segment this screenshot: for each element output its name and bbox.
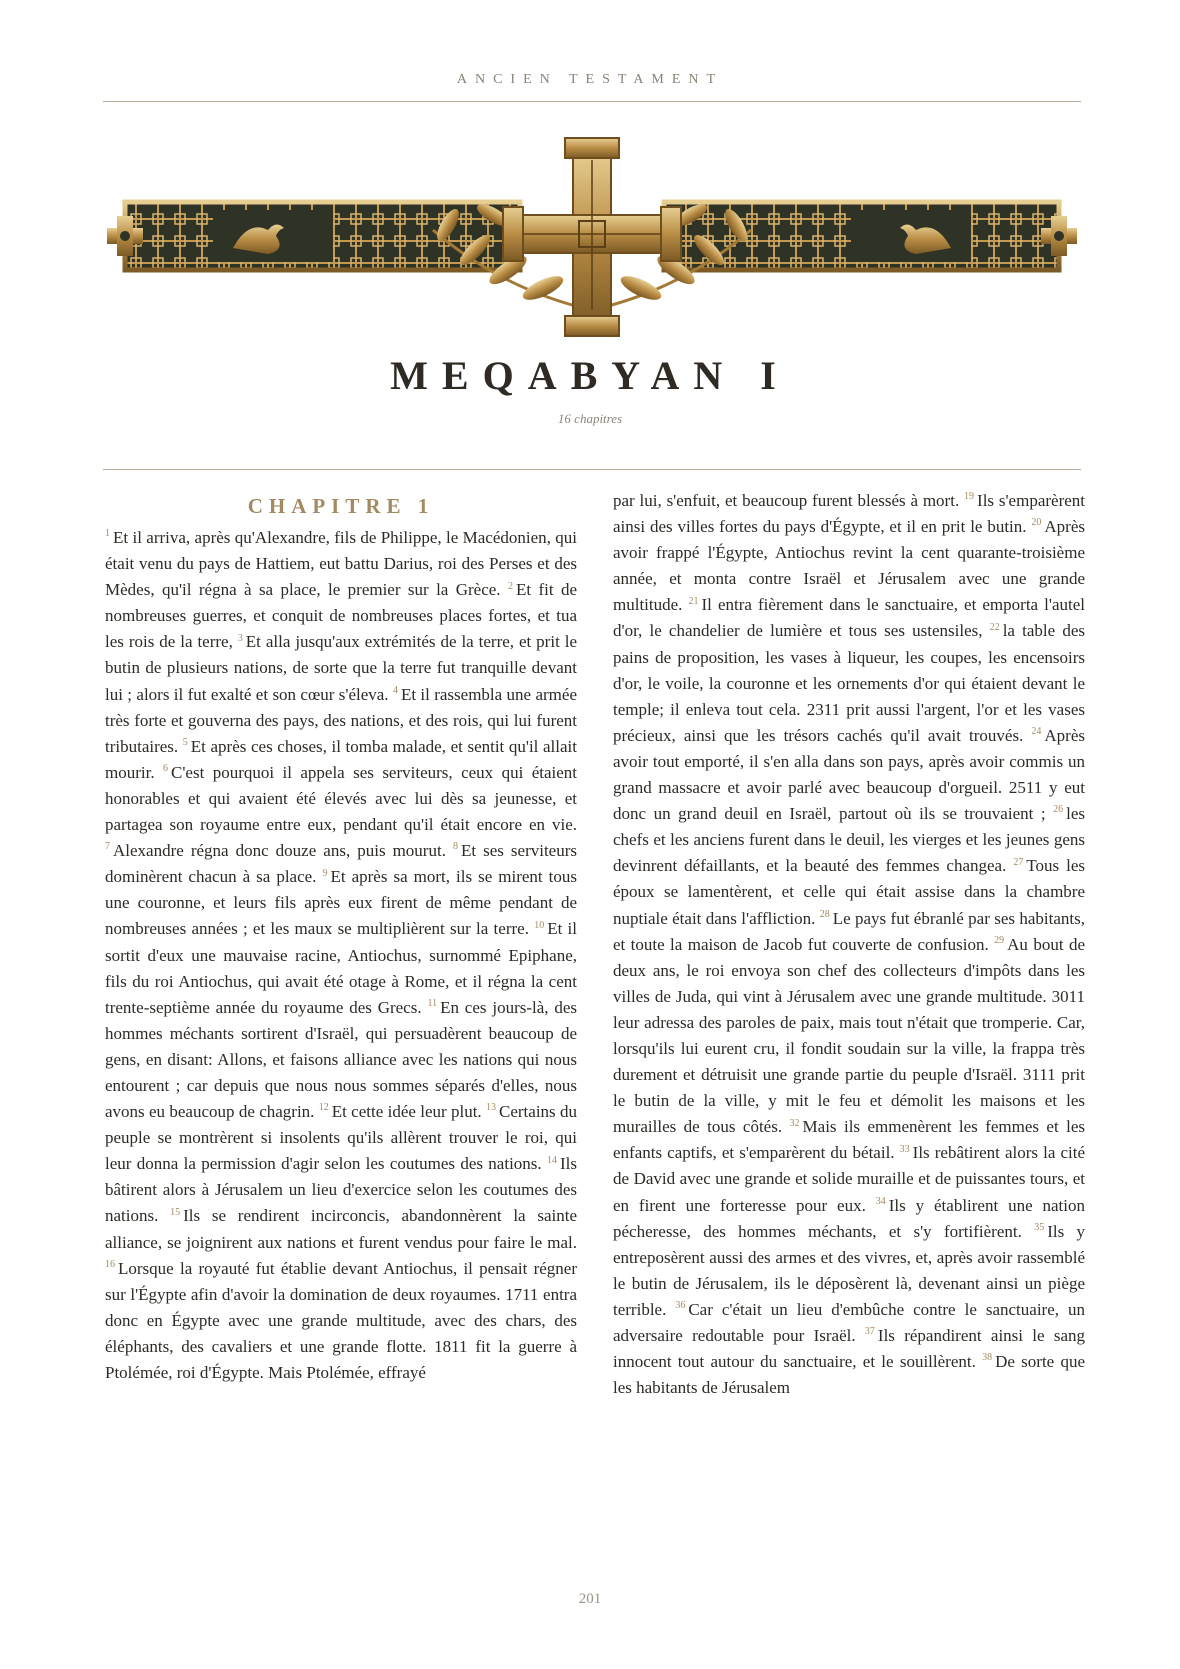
book-subtitle: 16 chapitres [557,411,623,426]
top-rule [103,101,1081,102]
verse [613,491,959,510]
verse-number: 8 [452,841,458,853]
verse-text: Et il sortit d'eux une mauvaise racine, Antiochus, surnommé Epiphane, fils du roi Antiochus, qui avait été otage à Rome, et il régna la cent trente-septième année du royaume des Grecs. [105,919,578,1017]
verse-text: C'est pourquoi il appela ses serviteurs, ceux qui étaient honorables et qui avaient été élevés avec lui dès sa jeunesse, et partagea son royaume entre eux, pendant qu'il était encore en vie. [105,762,578,835]
verse-text: Tous les époux se lamentèrent, et celle qui était assise dans la chambre nuptiale était dans l'affliction. [613,856,1086,928]
verse-text: la table des pains de proposition, les vases à liqueur, les coupes, les encensoirs d'or, le voile, la couronne et les ornements d'or qui étaient devant le temple; il enleva tout cela. 2311 prit aussi l'argent, l'or et les vases précieux, ainsi que les trésors cachés qu'il avait trouvés. [613,621,1086,745]
verse-text: Ils répandirent ainsi le sang innocent tout autour du sanctuaire, et le souillèrent. [613,1326,1086,1372]
verse-number: 32 [789,1117,800,1129]
verse-text: Car c'était un lieu d'embûche contre le sanctuaire, un adversaire redoutable pour Israël. [613,1299,1086,1345]
verse-text: Après avoir frappé l'Égypte, Antiochus revint la cent quarante-troisième année, et monta contre Israël et Jérusalem avec une grande multitude. [613,517,1086,615]
verse-number: 22 [989,621,1000,633]
verse-text: Et il rassembla une armée très forte et gouverna des pays, des nations, et des rois, qui lui furent tributaires. [105,684,577,756]
verse-number: 21 [688,595,699,607]
verse-text: Ils bâtirent alors à Jérusalem un lieu d'exercice selon les coutumes des nations. [105,1154,577,1226]
verse-number: 36 [675,1300,686,1312]
verse-number: 29 [994,934,1005,946]
verse-number: 35 [1034,1221,1045,1233]
running-head: ANCIEN TESTAMENT [456,72,724,87]
section-rule [103,469,1081,470]
verse [613,935,1085,1137]
verse-text: Et après ces choses, il tomba malade, et sentit qu'il allait mourir. [105,736,577,782]
verse-text: Et fit de nombreuses guerres, et conquit de nombreuses places fortes, et tua les rois de la terre, [105,580,577,652]
verse-text: Ils y entreposèrent aussi des armes et des vivres, et, après avoir rassemblé le butin de Jérusalem, ils le déposèrent là, devenant ainsi un piège terrible. [613,1221,1086,1319]
verse-text: Ils rebâtirent alors la cité de David avec une grande et solide muraille et de puissantes tours, et en firent une forteresse pour eux. [613,1143,1086,1215]
verse-number: 1 [105,528,110,540]
verse-text: Et cette idée leur plut. [331,1102,482,1122]
book-title: MEQABYAN I [390,353,790,398]
verse-number: 28 [819,908,830,920]
verse-number: 33 [899,1143,910,1155]
verse [105,1206,577,1251]
verse [105,841,446,860]
verse-number: 6 [163,763,169,775]
verse-number: 19 [964,491,975,503]
verse-text: Et il arriva, après qu'Alexandre, fils de Philippe, le Macédonien, qui était venu du pays de Hattiem, eut battu Darius, roi des Perses et des Mèdes, qu'il régna à sa place, le premier sur la Grèce. [105,528,577,600]
page-number: 201 [578,1591,602,1607]
verse-number: 4 [392,684,398,696]
verse-number: 34 [875,1195,886,1207]
verse [319,1102,482,1121]
verse-number: 16 [105,1258,115,1270]
verse-text: Au bout de deux ans, le roi envoya son chef des collecteurs d'impôts dans les villes de Juda, qui vint à Jérusalem avec une grande multitude. 3011 leur adressa des paroles de paix, mais tout n'était que tromperie. Car, lorsqu'ils lui eurent cru, il fondit soudain sur la ville, la frappa très durement et détruisit une grande partie du peuple d'Israël. 3111 prit le butin de la ville, y mit le feu et démolit les maisons et les murailles de tous côtés. [613,934,1086,1137]
verse-text: les chefs et les anciens furent dans le deuil, les vierges et les jeunes gens devinrent défaillants, et la beauté des femmes changea. [613,804,1086,876]
verse-text: Le pays fut ébranlé par ses habitants, et toute la maison de Jacob fut couverte de confusion. [613,908,1086,954]
verse-number: 26 [1053,804,1064,816]
verse-text: En ces jours-là, des hommes méchants sortirent d'Israël, qui persuadèrent beaucoup de gens, en disant: Allons, et faisons alliance avec les nations qui nous entourent ; car depuis que nous nous sommes séparés d'elles, nous avons eu beaucoup de chagrin. [105,997,578,1122]
verse-text: Alexandre régna donc douze ans, puis mourut. [113,841,446,861]
verse-text: Certains du peuple se montrèrent si insolents qu'ils allèrent trouver le roi, qui leur donna la permission d'agir selon les coutumes des nations. [105,1102,577,1174]
verse-text: par lui, s'enfuit, et beaucoup furent blessés à mort. [613,491,960,510]
verse-text: Ils s'emparèrent ainsi des villes fortes du pays d'Égypte, et il en prit le butin. [613,491,1086,537]
verse-text: Ils se rendirent incirconcis, abandonnèrent la sainte alliance, se joignirent aux nations et furent vendus pour faire le mal. [105,1206,578,1252]
verse-text: Et après sa mort, ils se mirent tous une couronne, et leurs fils après eux firent de même pendant de nombreuses années ; et les maux se multiplièrent sur la terre. [105,867,577,939]
verse-number: 24 [1031,726,1042,738]
verse-number: 15 [170,1206,181,1218]
verse-number: 12 [318,1102,329,1114]
verse-text: Ils y établirent une nation pécheresse, des hommes méchants, et s'y fortifièrent. [613,1195,1086,1241]
verse-number: 3 [237,632,243,644]
bird-icon [213,210,333,262]
verse-number: 11 [427,998,438,1010]
verse [105,1259,577,1382]
verse-number: 20 [1031,517,1042,529]
verse-text: Il entra fièrement dans le sanctuaire, et emporta l'autel d'or, le chandelier de lumière et tous ses ustensiles, [613,595,1085,641]
verse-number: 37 [864,1326,875,1338]
verse-text: Mais ils emmenèrent les femmes et les enfants captifs, et s'emparèrent du bétail. [613,1117,1086,1163]
verse-text: Lorsque la royauté fut établie devant Antiochus, il pensait régner sur l'Égypte afin d'avoir la domination de deux royaumes. 1711 entra donc en Égypte avec une grande multitude, avec des chars, des éléphants, des cavaliers et une grande flotte. 1811 fit la guerre à Ptolémée, roi d'Égypte. Mais Ptolémée, effrayé [105,1258,577,1382]
verse-number: 14 [547,1154,557,1166]
verse-number: 10 [534,919,545,931]
text-column-left [105,525,577,1386]
verse-number: 7 [105,841,110,853]
verse-number: 9 [322,867,328,879]
verse-number: 38 [982,1352,993,1364]
verse [105,528,577,599]
text-column-right [613,488,1085,1401]
verse [105,763,577,834]
verse-number: 2 [507,580,513,592]
verse-text: De sorte que les habitants de Jérusalem [613,1352,1085,1398]
verse-number: 5 [182,737,188,749]
verse-text: Après avoir tout emporté, il s'en alla dans son pays, après avoir commis un grand massacre et avoir parlé avec beaucoup d'orgueil. 2511 y eut donc un grand deuil en Israël, partout où ils se trouvaient ; [613,725,1085,824]
verse-text: Et ses serviteurs dominèrent chacun à sa place. [105,841,578,887]
central-cross-icon [503,138,681,336]
bird-icon [851,210,971,262]
ornamental-banner [103,120,1081,360]
verse-number: 13 [486,1102,497,1114]
verse-number: 27 [1013,856,1024,868]
verse-text: Et alla jusqu'aux extrémités de la terre, et prit le butin de plusieurs nations, de sorte que la terre fut tranquille devant lui ; alors il fut exalté et son cœur s'éleva. [105,632,577,704]
chapter-heading: CHAPITRE 1 [247,494,435,518]
